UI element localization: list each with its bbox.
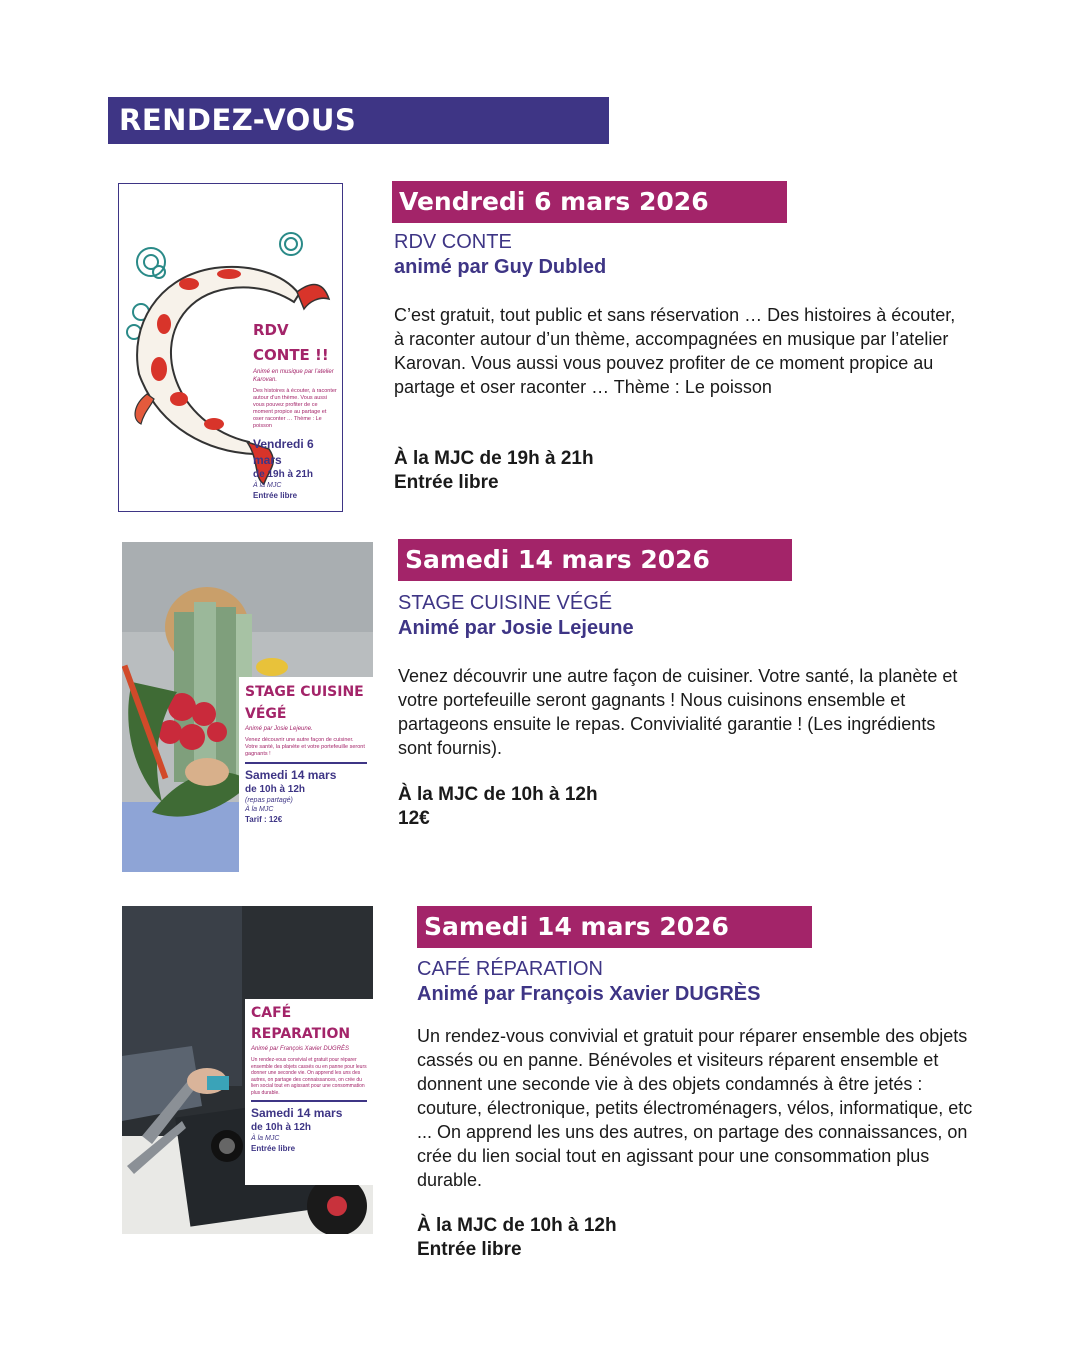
poster-entry: Entrée libre: [253, 491, 298, 500]
poster-title: RDV CONTE !!: [253, 321, 329, 364]
poster-text-panel: [239, 677, 373, 872]
event-date-banner: Samedi 14 mars 2026: [398, 539, 792, 581]
event-date-banner: Vendredi 6 mars 2026: [392, 181, 787, 223]
event-description: Venez découvrir une autre façon de cuisiner. Votre santé, la planète et votre portefeuille seront gagnants ! Nous cuisinons ensemble et partageons ensuite le repas. Convivialité garantie ! (Les ingrédients sont fournis).: [398, 666, 958, 758]
event-title-block: [394, 230, 954, 280]
event-info: [394, 447, 954, 495]
event-date-banner: Samedi 14 mars 2026: [417, 906, 812, 948]
poster-subtitle: Animé par Josie Lejeune.: [245, 726, 313, 732]
event-location-time: À la MJC de 19h à 21h: [394, 448, 594, 469]
event-price: Entrée libre: [394, 472, 499, 493]
event-info: [417, 1214, 977, 1262]
poster-place: À la MJC: [253, 482, 282, 489]
poster-entry: Entrée libre: [251, 1144, 296, 1153]
event-location-time: À la MJC de 10h à 12h: [417, 1215, 617, 1236]
poster-text: Un rendez-vous convivial et gratuit pour réparer ensemble des objets cassés ou en panne pour leurs donner une seconde vie. On apprend les uns des autres, on partage des connaissances, on crée du lien social tout en agissant pour une consommation plus durable.: [251, 1057, 367, 1096]
event-title: CAFÉ RÉPARATION: [417, 958, 603, 980]
poster-text-panel: [245, 999, 373, 1185]
poster-title: CAFÉ REPARATION: [251, 1005, 351, 1042]
poster-place: À la MJC: [251, 1135, 280, 1142]
event-price: 12€: [398, 808, 430, 829]
event-host: Animé par Josie Lejeune: [398, 617, 634, 639]
poster-time: de 10h à 12h: [245, 784, 306, 795]
event-title: STAGE CUISINE VÉGÉ: [398, 592, 613, 614]
event-description: Un rendez-vous convivial et gratuit pour réparer ensemble des objets cassés ou en panne. Bénévoles et visiteurs réparent ensemble et donnent une seconde vie à des objets condamnés à être jetés : couture, électronique, petits électroménagers, vélos, informatique, etc ... On apprend les uns des autres, on partage des connaissances, on crée du lien social tout en agissant pour une consommation plus durable.: [417, 1026, 973, 1190]
event-title-block: [398, 591, 958, 641]
event-host: animé par Guy Dubled: [394, 256, 607, 278]
poster-divider: [245, 762, 367, 764]
poster-date: Vendredi 6 mars: [253, 437, 314, 467]
poster-title: STAGE CUISINE VÉGÉ: [245, 684, 364, 722]
event-title-block: [417, 957, 977, 1007]
poster-time: de 10h à 12h: [251, 1122, 312, 1133]
poster-text: Des histoires à écouter, à raconter autour d’un thème. Vous aussi vous pouvez profiter de ce moment propice au partage et oser raconter … Thème : Le poisson: [253, 388, 337, 429]
poster-subtitle: Animé par François Xavier DUGRÈS: [251, 1046, 350, 1052]
event-poster-conte: [118, 183, 343, 512]
event-price: Entrée libre: [417, 1239, 522, 1260]
poster-time: de 19h à 21h: [253, 469, 314, 480]
event-info: [398, 783, 958, 831]
poster-subtitle: Animé en musique par l’atelier Karovan.: [253, 369, 334, 383]
poster-date: Samedi 14 mars: [251, 1106, 343, 1120]
poster-entry: Tarif : 12€: [245, 815, 283, 824]
poster-divider: [251, 1100, 367, 1102]
event-title: RDV CONTE: [394, 231, 512, 253]
poster-date: Samedi 14 mars: [245, 768, 337, 782]
section-title: RENDEZ-VOUS: [108, 97, 609, 144]
poster-text: Venez découvrir une autre façon de cuisiner. Votre santé, la planète et votre portefeuille seront gagnants !: [245, 737, 365, 757]
poster-place: À la MJC: [245, 806, 274, 813]
event-host: Animé par François Xavier DUGRÈS: [417, 983, 761, 1005]
event-poster-reparation: [122, 906, 373, 1234]
poster-note: (repas partagé): [245, 797, 293, 804]
poster-text-panel: [247, 314, 343, 500]
event-poster-cuisine: [122, 542, 373, 872]
event-location-time: À la MJC de 10h à 12h: [398, 784, 598, 805]
event-description: C’est gratuit, tout public et sans réservation … Des histoires à écouter, à raconter autour d’un thème, accompagnées en musique par l’atelier Karovan. Vous aussi vous pouvez profiter de ce moment propice au partage et oser raconter … Thème : Le poisson: [394, 305, 956, 397]
